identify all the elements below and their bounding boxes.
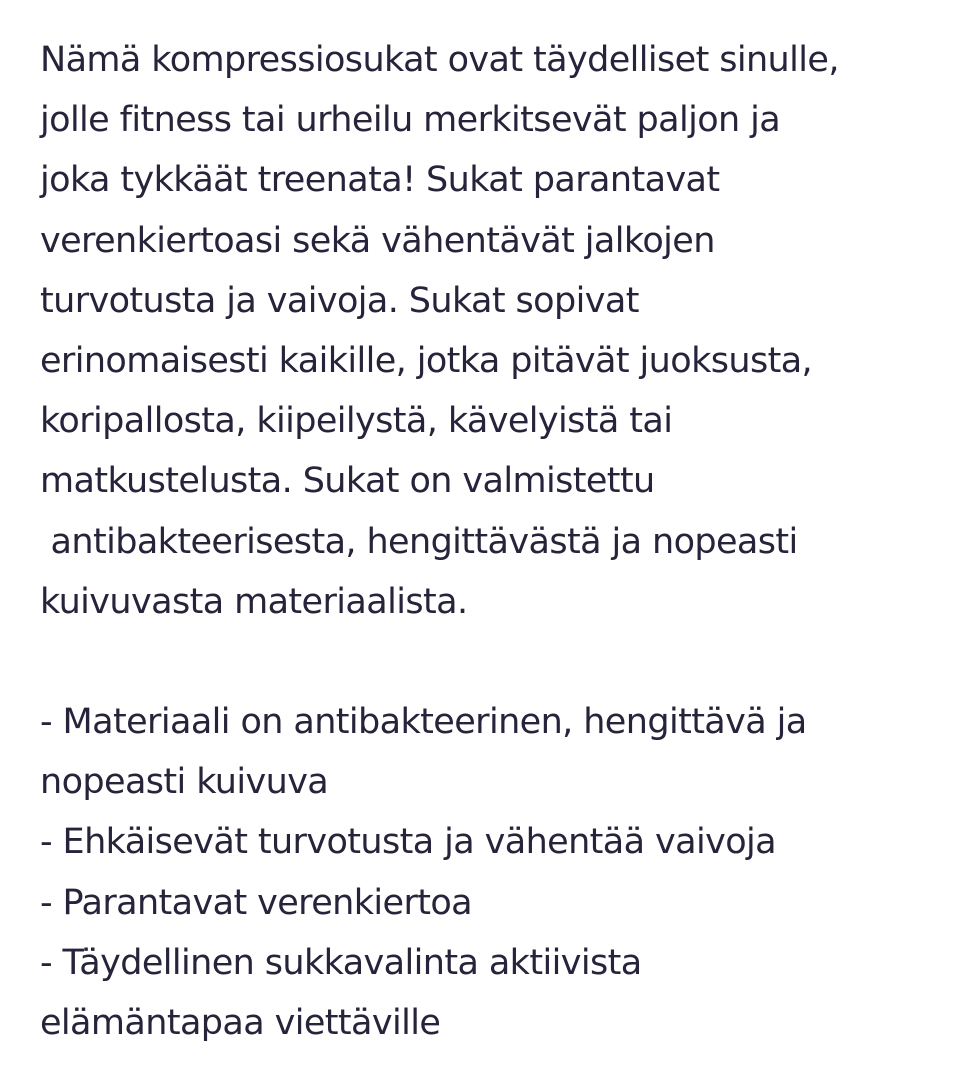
feature-list-item-continuation: nopeasti kuivuva	[40, 762, 329, 803]
feature-list-item: - Täydellinen sukkavalinta aktiivista	[40, 942, 642, 983]
feature-list-item: - Materiaali on antibakteerinen, hengittävä ja	[40, 702, 807, 743]
feature-list-item-continuation: elämäntapaa viettäville	[40, 1003, 441, 1043]
description-line: turvotusta ja vaivoja. Sukat sopivat	[40, 280, 639, 321]
description-line: erinomaisesti kaikille, jotka pitävät juoksusta,	[40, 340, 813, 381]
description-line: verenkiertoasi sekä vähentävät jalkojen	[40, 220, 715, 261]
feature-list	[40, 692, 940, 1053]
description-line: jolle fitness tai urheilu merkitsevät paljon ja	[40, 100, 781, 141]
feature-list-item: - Ehkäisevät turvotusta ja vähentää vaivoja	[40, 822, 776, 863]
description-line: antibakteerisesta, hengittävästä ja nopeasti	[40, 521, 798, 562]
description-line: joka tykkäät treenata! Sukat parantavat	[40, 160, 720, 201]
product-description	[40, 30, 940, 1053]
description-line: Nämä kompressiosukat ovat täydelliset sinulle,	[40, 40, 839, 80]
description-line: kuivuvasta materiaalista.	[40, 581, 468, 622]
description-line: matkustelusta. Sukat on valmistettu	[40, 461, 655, 502]
description-paragraph	[40, 30, 940, 632]
paragraph-spacer	[40, 632, 940, 692]
description-line: koripallosta, kiipeilystä, kävelyistä tai	[40, 401, 673, 442]
feature-list-item: - Parantavat verenkiertoa	[40, 882, 473, 923]
